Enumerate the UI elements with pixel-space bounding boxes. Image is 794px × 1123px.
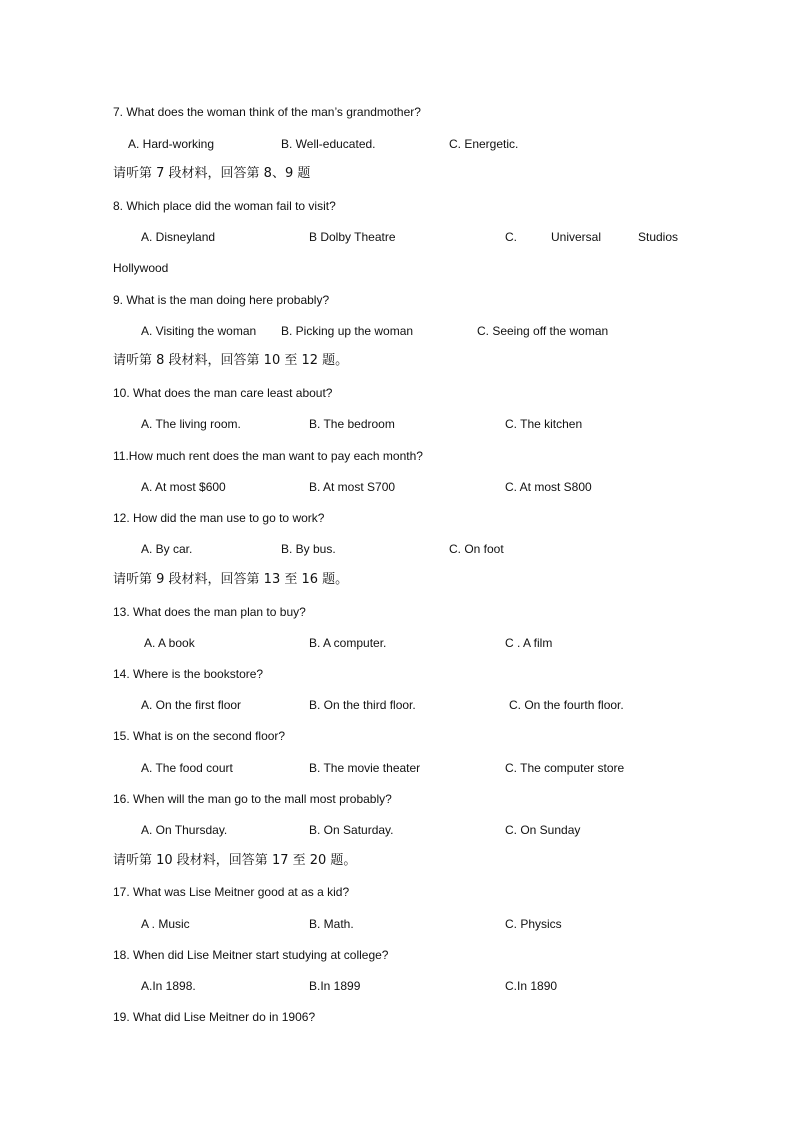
q14-option-a: A. On the first floor: [141, 698, 242, 712]
question-19: 19. What did Lise Meitner do in 1906?: [113, 1010, 316, 1024]
q8-option-c-word-3: Hollywood: [113, 261, 169, 275]
question-10: 10. What does the man care least about?: [113, 386, 333, 400]
question-16: 16. When will the man go to the mall most probably?: [113, 792, 392, 806]
q9-option-b: B. Picking up the woman: [281, 324, 414, 338]
section-7-instruction: 请听第 7 段材料，回答第 8、9 题: [113, 166, 311, 181]
q12-option-c: C. On foot: [449, 542, 504, 556]
q15-option-b: B. The movie theater: [309, 761, 421, 775]
q16-option-a: A. On Thursday.: [141, 823, 228, 837]
question-7: 7. What does the woman think of the man’s grandmother?: [113, 105, 421, 119]
question-11: 11.How much rent does the man want to pay each month?: [113, 449, 423, 463]
q11-option-a: A. At most $600: [141, 480, 226, 494]
q9-option-a: A. Visiting the woman: [141, 324, 257, 338]
q7-option-a: A. Hard-working: [128, 137, 215, 151]
question-8: 8. Which place did the woman fail to visit?: [113, 199, 336, 213]
q16-option-b: B. On Saturday.: [309, 823, 394, 837]
q13-option-c: C . A film: [505, 636, 553, 650]
q11-option-b: B. At most S700: [309, 480, 396, 494]
section-9-instruction: 请听第 9 段材料，回答第 13 至 16 题。: [113, 572, 349, 587]
q13-option-b: B. A computer.: [309, 636, 387, 650]
q8-option-c-word-2: Studios: [638, 230, 679, 244]
question-12: 12. How did the man use to go to work?: [113, 511, 325, 525]
q17-option-b: B. Math.: [309, 917, 354, 931]
q10-option-c: C. The kitchen: [505, 417, 583, 431]
q9-option-c: C. Seeing off the woman: [477, 324, 609, 338]
q7-option-c: C. Energetic.: [449, 137, 519, 151]
q18-option-c: C.In 1890: [505, 979, 558, 993]
q14-option-b: B. On the third floor.: [309, 698, 416, 712]
question-13: 13. What does the man plan to buy?: [113, 605, 306, 619]
q13-option-a: A. A book: [144, 636, 195, 650]
q18-option-b: B.In 1899: [309, 979, 361, 993]
q8-option-c-label: C.: [505, 230, 517, 244]
q7-option-b: B. Well-educated.: [281, 137, 376, 151]
q8-option-b: B Dolby Theatre: [309, 230, 396, 244]
q12-option-a: A. By car.: [141, 542, 193, 556]
q14-option-c: C. On the fourth floor.: [509, 698, 624, 712]
q16-option-c: C. On Sunday: [505, 823, 581, 837]
question-17: 17. What was Lise Meitner good at as a kid?: [113, 885, 350, 899]
q12-option-b: B. By bus.: [281, 542, 336, 556]
q8-option-a: A. Disneyland: [141, 230, 216, 244]
question-9: 9. What is the man doing here probably?: [113, 293, 330, 307]
question-18: 18. When did Lise Meitner start studying at college?: [113, 948, 389, 962]
q11-option-c: C. At most S800: [505, 480, 592, 494]
q17-option-c: C. Physics: [505, 917, 562, 931]
q15-option-c: C. The computer store: [505, 761, 625, 775]
q10-option-b: B. The bedroom: [309, 417, 395, 431]
question-14: 14. Where is the bookstore?: [113, 667, 264, 681]
q18-option-a: A.In 1898.: [141, 979, 196, 993]
q17-option-a: A . Music: [141, 917, 190, 931]
q15-option-a: A. The food court: [141, 761, 233, 775]
section-8-instruction: 请听第 8 段材料，回答第 10 至 12 题。: [113, 353, 349, 368]
section-10-instruction: 请听第 10 段材料，回答第 17 至 20 题。: [113, 853, 357, 868]
q8-option-c-word-1: Universal: [551, 230, 602, 244]
q10-option-a: A. The living room.: [141, 417, 241, 431]
question-15: 15. What is on the second floor?: [113, 729, 286, 743]
